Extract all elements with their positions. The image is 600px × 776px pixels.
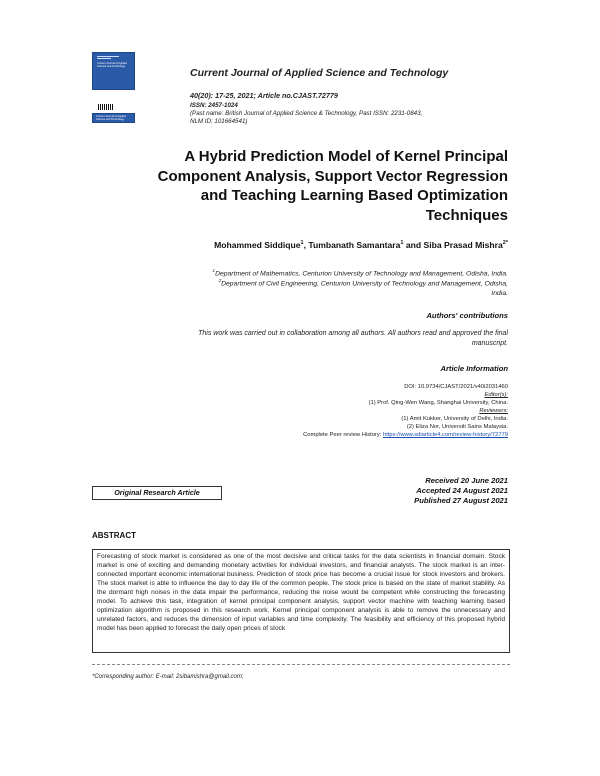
affil-mark: 1 xyxy=(212,268,216,273)
article-type-badge: Original Research Article xyxy=(92,486,222,500)
banner-title: Current Journal of Applied Science and Technology xyxy=(96,115,126,121)
received-date: Received 20 June 2021 xyxy=(425,476,508,485)
author-name: Siba Prasad Mishra xyxy=(423,240,503,250)
title-line: and Teaching Learning Based Optimization xyxy=(200,187,508,204)
author-name: Mohammed Siddique xyxy=(214,240,301,250)
review-history-label: Complete Peer review History: xyxy=(303,432,383,438)
past-name xyxy=(190,110,520,126)
article-info xyxy=(208,383,508,439)
affil-text: Department of Civil Engineering, Centurion University of Technology and Management, Odisha, xyxy=(221,280,508,288)
cover-decoration xyxy=(97,58,111,59)
journal-banner-image xyxy=(92,113,135,123)
affil-mark: 2 xyxy=(218,278,222,283)
abstract-box xyxy=(92,549,510,653)
affil-text: Department of Mathematics, Centurion University of Technology and Management, Odisha, India. xyxy=(215,270,508,278)
contrib-line: manuscript. xyxy=(471,340,508,347)
author-name: Tumbanath Samantara xyxy=(308,240,401,250)
reviewer-1: (1) Amit Kukker, University of Delhi, India. xyxy=(401,416,508,422)
author-list xyxy=(88,240,508,250)
author-affil-mark: 1 xyxy=(400,240,404,247)
reviewer-2: (2) Eliza Nor, Universiti Sains Malaysia. xyxy=(406,424,508,430)
accepted-date: Accepted 24 August 2021 xyxy=(416,486,508,495)
contributions-text xyxy=(88,329,508,349)
cover-title: Current Journal of Applied Science and Technology xyxy=(97,62,127,69)
reviewers-label: Reviewers: xyxy=(479,408,508,414)
review-history-link[interactable]: https://www.sdiarticle4.com/review-history/72779 xyxy=(382,432,508,438)
title-line: A Hybrid Prediction Model of Kernel Principal xyxy=(184,148,508,165)
editor-1: (1) Prof. Qing-Wen Wang, Shanghai University, China. xyxy=(368,400,508,406)
issn: ISSN: 2457-1024 xyxy=(190,102,238,109)
past-name-line1: (Past name: British Journal of Applied Science & Technology, Past ISSN: 2231-0843, xyxy=(190,110,423,117)
article-info-heading: Article Information xyxy=(440,364,508,373)
review-history xyxy=(208,431,508,439)
title-line: Techniques xyxy=(425,206,508,224)
author-separator: and xyxy=(403,240,424,250)
title-line: Component Analysis, Support Vector Regression xyxy=(157,167,508,185)
past-name-line2: NLM ID: 101664541) xyxy=(190,118,248,125)
author-affil-mark: 1 xyxy=(300,240,304,247)
contrib-line: This work was carried out in collaboration among all authors. All authors read and approved the final xyxy=(198,330,508,337)
barcode-icon xyxy=(98,104,113,110)
published-date: Published 27 August 2021 xyxy=(414,496,508,505)
author-affil-mark: 2* xyxy=(502,240,508,247)
cover-decoration xyxy=(97,56,119,57)
editor-label: Editor(s): xyxy=(484,392,508,398)
journal-name: Current Journal of Applied Science and Technology xyxy=(190,67,449,79)
abstract-heading: ABSTRACT xyxy=(92,531,136,540)
contributions-heading: Authors' contributions xyxy=(426,311,508,320)
publication-dates xyxy=(414,476,508,506)
volume-line: 40(20): 17-25, 2021; Article no.CJAST.72779 xyxy=(190,91,338,100)
affiliation-2 xyxy=(88,276,508,298)
journal-cover-image xyxy=(92,52,135,90)
footnote-divider xyxy=(92,664,510,665)
abstract-text: Forecasting of stock market is considered as one of the most decisive and critical tasks for the data scientists in financial domain. Stock market is one of exciting and demanding monetary activities for individual investors, and financial analysts. The stock market is an inter-connected important economic international business. Prediction of stock price has become a crucial issue for stock investors and brokers. The stock market is able to influence the day to day life of the common people. The stock price is based on the state of market stability. As the dormant high noises in the data impair the performance, reducing the noise would be competent while constructing the forecasting model. To achieve this task, integration of kernel principal component analysis, support vector machine with teaching learning based optimization algorithm is proposed in this research work. Kernel principal component analysis is able to remove the unnecessary and unrelated factors, and reduces the dimension of input variables and time complexity. The feasibility and efficiency of this proposed hybrid model has been applied to forecast the daily open prices of stock xyxy=(97,553,505,633)
corresponding-author-footnote: *Corresponding author: E-mail: 2sibamishra@gmail.com; xyxy=(92,674,244,680)
paper-title xyxy=(108,147,508,225)
author-separator: , xyxy=(303,240,309,250)
affil-text: India. xyxy=(491,289,508,297)
doi: DOI: 10.9734/CJAST/2021/v40i2031460 xyxy=(404,384,508,390)
